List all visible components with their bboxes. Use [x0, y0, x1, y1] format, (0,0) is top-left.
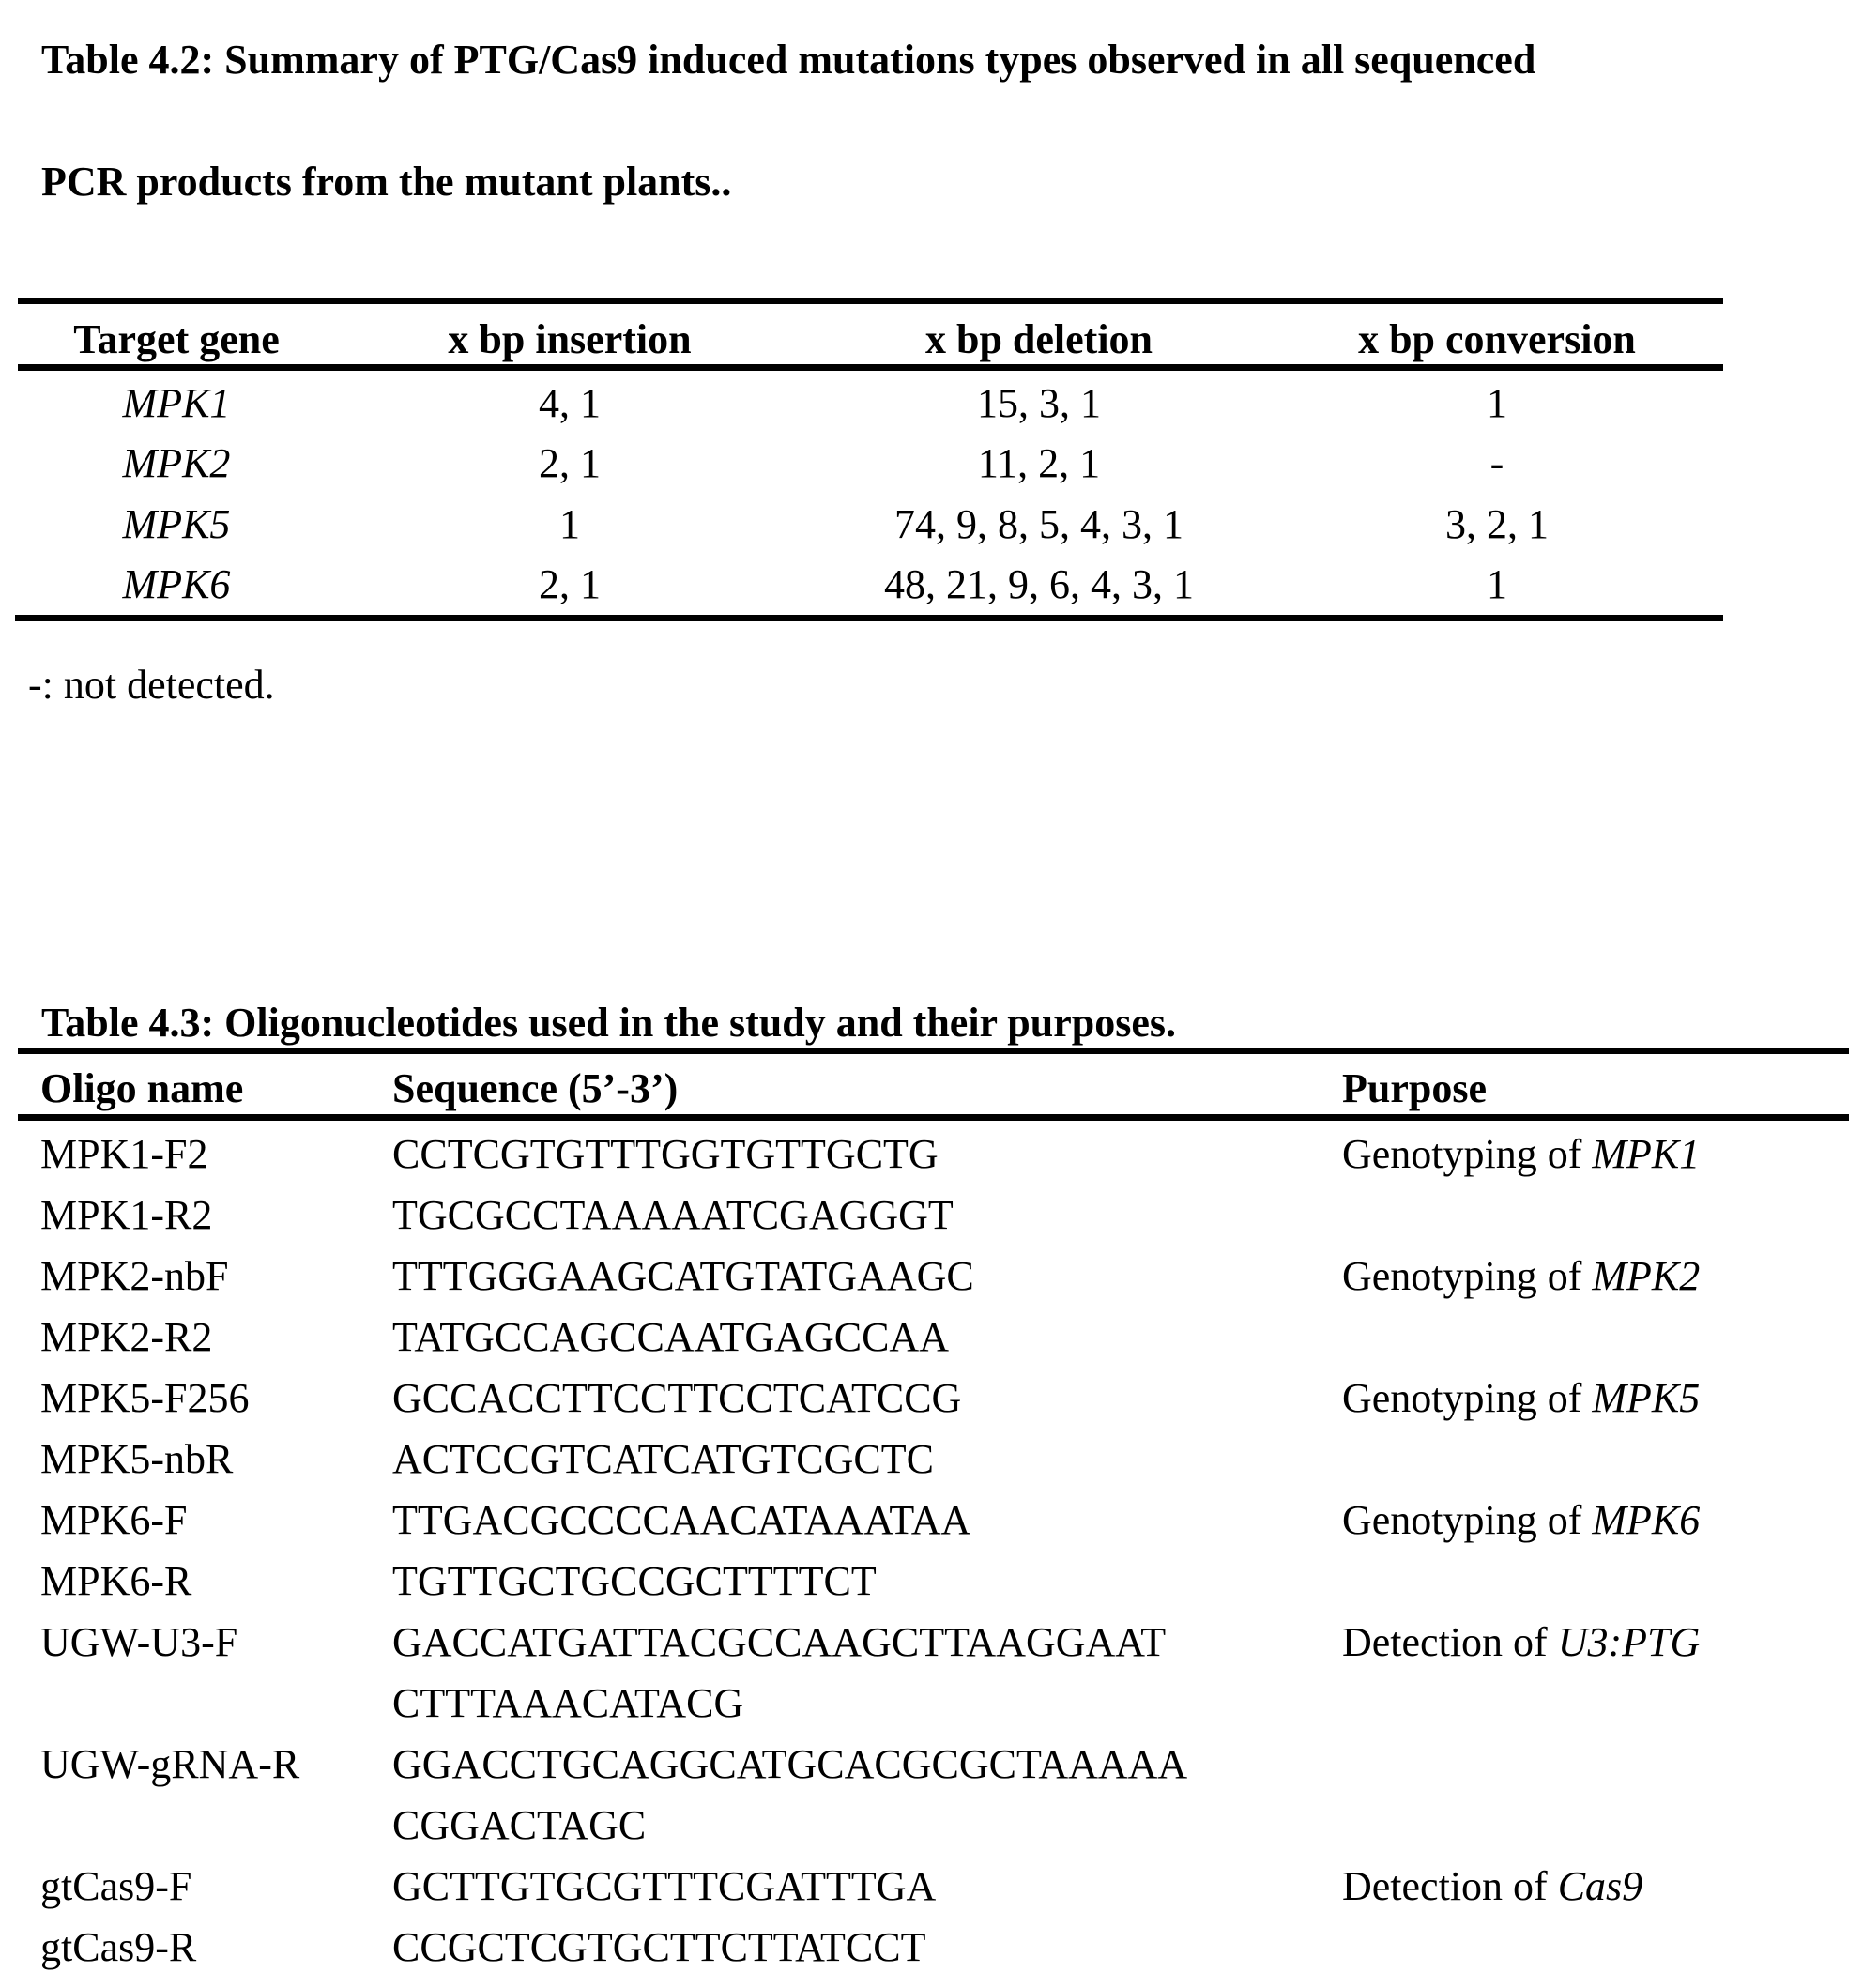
- table-4-2-header-rule: [18, 364, 1723, 371]
- purpose-prefix: Detection of: [1342, 1863, 1558, 1909]
- table-4-2-bottom-rule: [15, 615, 1723, 621]
- sequence-cell: TGCGCCTAAAAATCGAGGGT: [392, 1192, 954, 1238]
- table-4-2-footnote: -: not detected.: [28, 662, 275, 708]
- sequence-cell: CCTCGTGTTTGGTGTTGCTG: [392, 1131, 939, 1177]
- oligo-name-cell: MPK1-R2: [40, 1192, 213, 1238]
- insertion-cell: 1: [559, 501, 580, 547]
- purpose-target: MPK2: [1592, 1253, 1701, 1299]
- sequence-cell: TGTTGCTGCCGCTTTTCT: [392, 1558, 877, 1604]
- sequence-cell: TTTGGGAAGCATGTATGAAGC: [392, 1253, 974, 1299]
- purpose-prefix: Genotyping of: [1342, 1497, 1593, 1543]
- table-4-2-caption-line1: Table 4.2: Summary of PTG/Cas9 induced mutations types observed in all sequenced: [41, 37, 1536, 83]
- sequence-cell-line1: GGACCTGCAGGCATGCACGCGCTAAAAA: [392, 1741, 1188, 1787]
- oligo-name-cell: gtCas9-R: [40, 1924, 197, 1970]
- purpose-prefix: Detection of: [1342, 1619, 1558, 1665]
- table-4-3-header-sequence: Sequence (5’-3’): [392, 1065, 679, 1111]
- table-4-3-top-rule: [18, 1048, 1849, 1054]
- purpose-prefix: Genotyping of: [1342, 1131, 1593, 1177]
- oligo-name-cell: MPK2-R2: [40, 1314, 213, 1360]
- gene-cell: MPK2: [122, 440, 231, 486]
- table-4-3-header-rule: [18, 1114, 1849, 1121]
- table-4-2-header-deletion: x bp deletion: [924, 316, 1153, 362]
- deletion-cell: 74, 9, 8, 5, 4, 3, 1: [894, 501, 1183, 547]
- deletion-cell: 48, 21, 9, 6, 4, 3, 1: [884, 561, 1194, 607]
- purpose-target: Cas9: [1557, 1863, 1643, 1909]
- conversion-cell: 3, 2, 1: [1445, 501, 1549, 547]
- purpose-cell: [1342, 1619, 1701, 1665]
- table-4-3-header-purpose: Purpose: [1342, 1065, 1487, 1111]
- gene-cell: MPK1: [122, 380, 231, 426]
- table-4-2-header-conversion: x bp conversion: [1358, 316, 1636, 362]
- table-4-2-top-rule: [18, 298, 1723, 304]
- purpose-cell: [1342, 1253, 1701, 1299]
- oligo-name-cell: UGW-gRNA-R: [40, 1741, 300, 1787]
- gene-cell: MPK5: [122, 501, 231, 547]
- purpose-target: U3:PTG: [1557, 1619, 1701, 1665]
- deletion-cell: 11, 2, 1: [977, 440, 1101, 486]
- sequence-cell-line2: CGGACTAGC: [392, 1802, 647, 1848]
- conversion-cell: -: [1489, 440, 1504, 486]
- sequence-cell-line1: GACCATGATTACGCCAAGCTTAAGGAAT: [392, 1619, 1167, 1665]
- table-4-3-header-oligo-name: Oligo name: [40, 1065, 244, 1111]
- table-4-2-caption-line2: PCR products from the mutant plants..: [41, 159, 732, 205]
- insertion-cell: 4, 1: [539, 380, 601, 426]
- purpose-cell: [1342, 1497, 1701, 1543]
- sequence-cell: CCGCTCGTGCTTCTTATCCT: [392, 1924, 926, 1970]
- oligo-name-cell: UGW-U3-F: [40, 1619, 238, 1665]
- sequence-cell-line2: CTTTAAACATACG: [392, 1680, 744, 1726]
- oligo-name-cell: MPK5-F256: [40, 1375, 250, 1421]
- purpose-prefix: Genotyping of: [1342, 1375, 1593, 1421]
- table-4-2-header-target-gene: Target gene: [73, 316, 280, 362]
- insertion-cell: 2, 1: [539, 440, 601, 486]
- oligo-name-cell: gtCas9-F: [40, 1863, 192, 1909]
- purpose-cell: [1342, 1863, 1643, 1909]
- purpose-cell: [1342, 1375, 1701, 1421]
- conversion-cell: 1: [1487, 380, 1507, 426]
- table-4-2-header-insertion: x bp insertion: [448, 316, 692, 362]
- sequence-cell: TTGACGCCCCAACATAAATAA: [392, 1497, 971, 1543]
- oligo-name-cell: MPK6-R: [40, 1558, 192, 1604]
- conversion-cell: 1: [1487, 561, 1507, 607]
- oligo-name-cell: MPK6-F: [40, 1497, 188, 1543]
- oligo-name-cell: MPK2-nbF: [40, 1253, 229, 1299]
- sequence-cell: GCTTGTGCGTTTCGATTTGA: [392, 1863, 937, 1909]
- purpose-cell: [1342, 1131, 1701, 1177]
- deletion-cell: 15, 3, 1: [977, 380, 1101, 426]
- sequence-cell: ACTCCGTCATCATGTCGCTC: [392, 1436, 934, 1482]
- purpose-target: MPK6: [1592, 1497, 1701, 1543]
- purpose-target: MPK5: [1592, 1375, 1701, 1421]
- insertion-cell: 2, 1: [539, 561, 601, 607]
- gene-cell: MPK6: [122, 561, 231, 607]
- sequence-cell: GCCACCTTCCTTCCTCATCCG: [392, 1375, 962, 1421]
- oligo-name-cell: MPK5-nbR: [40, 1436, 234, 1482]
- purpose-target: MPK1: [1592, 1131, 1701, 1177]
- table-4-3-caption: Table 4.3: Oligonucleotides used in the study and their purposes.: [41, 1000, 1177, 1046]
- purpose-prefix: Genotyping of: [1342, 1253, 1593, 1299]
- oligo-name-cell: MPK1-F2: [40, 1131, 208, 1177]
- sequence-cell: TATGCCAGCCAATGAGCCAA: [392, 1314, 949, 1360]
